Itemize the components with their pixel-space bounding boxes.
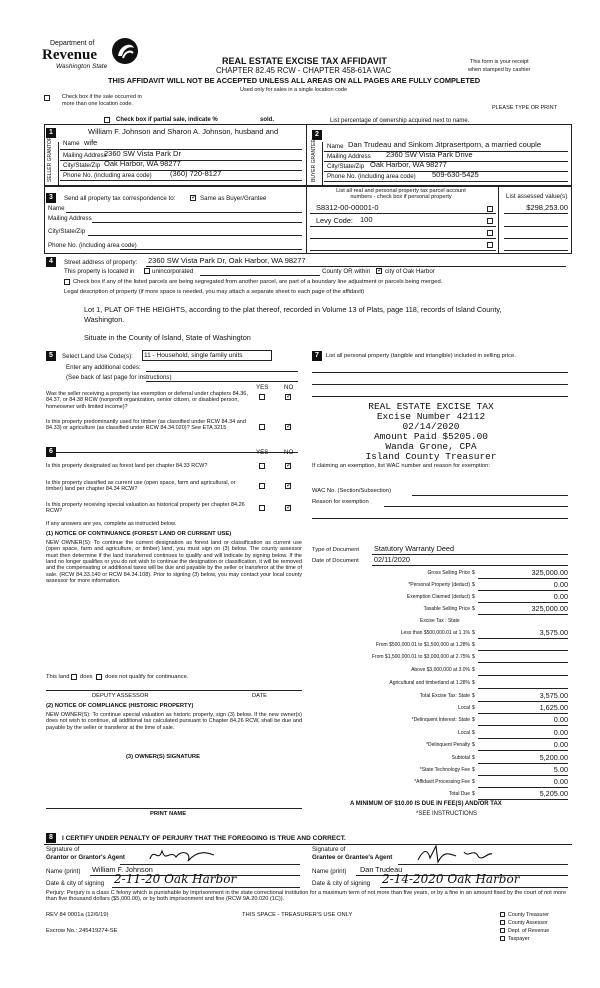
- levy-code[interactable]: 100: [360, 215, 373, 224]
- stamp-line-6: Island County Treasurer: [365, 450, 497, 462]
- s6-q2: Is this property classified as current use (open space, farm and agricultural, or timber) land per chapter 84.34 RCW?: [46, 480, 236, 493]
- stamp-line-3: 02/14/2020: [402, 420, 460, 432]
- grantee-name-label: Name (print): [312, 868, 347, 875]
- section-4-number: 4: [46, 257, 56, 267]
- tax-row-dollar: $: [472, 767, 475, 773]
- s6-q1: Is this property designated as forest land per chapter 84.33 RCW?: [46, 463, 208, 469]
- tax-row-dollar: $: [472, 630, 475, 636]
- seller-city[interactable]: Oak Harbor, WA 98277: [104, 159, 181, 168]
- grantee-sig-label-2: Grantee or Grantee's Agent: [312, 854, 393, 861]
- segregated-checkbox[interactable]: [64, 279, 70, 285]
- grantee-name[interactable]: Dan Trudeau: [360, 865, 403, 874]
- section-5-number: 5: [46, 351, 56, 361]
- tax-row-label: *Affidavit Processing Fee: [414, 779, 470, 785]
- city-of-text: city of Oak Harbor: [385, 268, 435, 275]
- copy-taxpayer: Taxpayer: [508, 936, 530, 942]
- street-label: Street address of property:: [64, 259, 138, 266]
- s5-q1-yes[interactable]: [259, 394, 265, 400]
- seller-phone[interactable]: (360) 720-8127: [170, 169, 222, 178]
- grantor-signature[interactable]: [148, 845, 218, 869]
- s3-address-label: Mailing Address: [48, 215, 92, 222]
- s3-name-label: Name: [48, 205, 65, 212]
- grantor-sig-label-1: Signature of: [46, 846, 80, 853]
- tax-row-dollar: $: [472, 606, 475, 612]
- tax-row-dollar: $: [472, 693, 475, 699]
- doc-date[interactable]: 02/11/2020: [374, 555, 410, 564]
- excise-tax-stamp: [346, 402, 516, 462]
- section-8-number: 8: [46, 833, 56, 843]
- s6-if-yes: If any answers are yes, complete as instructed below.: [46, 521, 177, 527]
- multi-location-text-2: more than one location code.: [62, 101, 133, 107]
- receipt-note-1: This form is your receipt: [470, 59, 529, 65]
- dor-logo: [42, 36, 142, 70]
- tax-row-dollar: $: [472, 594, 475, 600]
- tax-row-value[interactable]: 325,000.00: [531, 604, 568, 613]
- copy-dept-revenue-checkbox[interactable]: [500, 928, 505, 933]
- partial-sale-text: Check box if partial sale, indicate %: [116, 117, 218, 123]
- tax-row-dollar: $: [472, 654, 475, 660]
- does-not-checkbox[interactable]: [96, 674, 102, 680]
- pct-ownership-text: List percentage of ownership acquired next to name.: [330, 118, 470, 124]
- seller-name-label: Name: [63, 140, 80, 147]
- buyer-phone[interactable]: 509-630-5425: [432, 170, 479, 179]
- notice1-text: NEW OWNER(S): To continue the current designation as forest land or classification as current use (open space, farm and agriculture, or timber) land, you must sign on (3) below. The county assessor must then determine if the land transferred continues to qualify and will indicate by signing below. If the land no longer qualifies or you do not wish to continue the designation or classification, it will be removed and the compensating or additional taxes will be due and payable by the seller or transferor at the time of sale. (RCW 84.33.140 or RCW 84.34.108). Prior to signing (3) below, you may contact your local county assessor for more information.: [46, 540, 302, 584]
- parcel-4-pp-checkbox[interactable]: [487, 242, 493, 248]
- tax-row-value[interactable]: 0.00: [553, 715, 568, 724]
- tax-row-value[interactable]: 1,625.00: [539, 703, 568, 712]
- tax-row-value[interactable]: 0.00: [553, 777, 568, 786]
- street-address[interactable]: 2360 SW Vista Park Dr, Oak Harbor, WA 98277: [148, 256, 306, 265]
- seller-side-label: SELLER GRANTOR: [47, 136, 53, 182]
- see-instructions-text: *SEE INSTRUCTIONS: [416, 811, 478, 817]
- legal-desc-line2[interactable]: Washington.: [84, 315, 125, 324]
- receipt-note-2: when stamped by cashier: [468, 67, 531, 73]
- grantee-sig-label-1: Signature of: [312, 846, 346, 853]
- tax-row-dollar: $: [472, 705, 475, 711]
- city-checkbox[interactable]: [376, 268, 382, 274]
- s6-q3: Is this property receiving special valuation as historical property per chapter 84.26 RCW?: [46, 502, 245, 515]
- section-7-number: 7: [312, 351, 322, 361]
- grantee-date-label: Date & city of signing: [312, 880, 371, 887]
- form-note: Used only for sales in a single location code: [240, 87, 348, 93]
- s3-city-label: City/State/Zip: [48, 228, 86, 235]
- tax-row-label: Total Due: [448, 791, 470, 797]
- does-checkbox[interactable]: [71, 674, 77, 680]
- grantee-date[interactable]: 2-14-2020 Oak Harbor: [382, 872, 520, 886]
- s6-q1-no[interactable]: [285, 463, 291, 469]
- tax-row-dollar: $: [472, 680, 475, 686]
- send-correspondence-text: Send all property tax correspondence to:: [64, 195, 176, 202]
- multi-location-text-1: Check box if the sale occurred in: [62, 94, 142, 100]
- tax-row-dollar: $: [472, 582, 475, 588]
- doc-type-label: Type of Document: [312, 547, 360, 553]
- buyer-address[interactable]: 2360 SW Vista Park Drive: [386, 150, 473, 159]
- s5-q2-yes[interactable]: [259, 424, 265, 430]
- s6-q3-no[interactable]: [285, 505, 291, 511]
- buyer-city-label: City/State/Zip: [327, 163, 365, 170]
- treasurer-only-text: THIS SPACE - TREASURER'S USE ONLY: [242, 912, 353, 918]
- section-1-number: 1: [46, 128, 56, 138]
- tax-row-value[interactable]: 5,205.00: [539, 789, 568, 798]
- notice2-text: NEW OWNER(S): To continue special valuation as historic property, sign (3) below. If the new owner(s) does not wish to continue, all additional tax calculated pursuant to Chapter 84.26 RCW, shall be due and payable by the seller or transferor at the time of sale.: [46, 712, 302, 731]
- multi-location-checkbox[interactable]: [44, 95, 50, 101]
- personal-property-label: List all personal property (tangible and intangible) included in selling price.: [326, 353, 516, 359]
- grantor-name[interactable]: William F. Johnson: [92, 865, 153, 874]
- s5-q1: Was the seller receiving a property tax exemption or deferral under chapters 84.36, 84.37, or 84.38 RCW (nonprofit organization, senior citizen, or disabled person, homeowner with limited income)?: [46, 391, 248, 410]
- tax-row-label: *Personal Property (deduct): [408, 582, 470, 588]
- copy-county-assessor-checkbox[interactable]: [500, 920, 505, 925]
- tax-row-label: Subtotal: [451, 755, 470, 761]
- parcel-number[interactable]: S8312-00-00001-0: [316, 203, 379, 212]
- grantor-sig-label-2: Grantor or Grantor's Agent: [46, 854, 125, 861]
- legal-desc-label: Legal description of property (if more space is needed, you may attach a separate sheet to each page of the affidavit): [64, 289, 365, 295]
- grantor-name-label: Name (print): [46, 868, 81, 875]
- copy-county-treasurer: County Treasurer: [508, 912, 549, 918]
- logo-swirl-icon: [110, 36, 140, 66]
- tax-row-value[interactable]: 5.00: [553, 765, 568, 774]
- same-as-buyer-checkbox[interactable]: [190, 195, 196, 201]
- s5-no-header: NO: [284, 384, 294, 391]
- tax-row-dollar: $: [472, 779, 475, 785]
- owner-signature-label: (3) OWNER(S) SIGNATURE: [126, 754, 200, 760]
- tax-row-dollar: $: [472, 742, 475, 748]
- tax-row-value[interactable]: 5,200.00: [539, 753, 568, 762]
- tax-row-label: Less than $500,000.01 at 1.1%: [400, 630, 470, 636]
- tax-row-dollar: $: [472, 570, 475, 576]
- unincorporated-text: unincorporated: [152, 268, 194, 275]
- buyer-city[interactable]: Oak Harbor, WA 98277: [370, 160, 447, 169]
- copy-county-treasurer-checkbox[interactable]: [500, 912, 505, 917]
- tax-row-label: *Delinquent Penalty: [426, 742, 470, 748]
- deputy-assessor-label: DEPUTY ASSESSOR: [92, 693, 149, 699]
- s6-q2-yes[interactable]: [259, 483, 265, 489]
- tax-row-label: *Delinquent Interest: State: [411, 717, 470, 723]
- grantor-date-label: Date & city of signing: [46, 880, 105, 887]
- buyer-name[interactable]: Dan Trudeau and Sinkom Jitprasertporn, a married couple: [348, 140, 542, 149]
- buyer-phone-label: Phone No. (including area code): [327, 173, 416, 180]
- stamp-line-2: Excise Number 42112: [376, 410, 486, 422]
- buyer-name-label: Name: [327, 143, 344, 150]
- tax-row-dollar: $: [472, 667, 475, 673]
- does-not-text: does not qualify for continuance.: [105, 674, 189, 680]
- rev-number: REV 84 0001a (12/6/19): [46, 912, 109, 918]
- perjury-text: Perjury: Perjury is a class C felony which is punishable by imprisonment in the state correctional institution for a maximum term of not more than five years, or by a fine in an amount fixed by the court of not more than five thousand dollars ($5,000.00), or by both imprisonment and fine (RCW 9A.20.020 (1C)).: [46, 890, 567, 903]
- see-back-text: (See back of last page for instructions): [66, 374, 172, 381]
- land-use-label: Select Land Use Code(s):: [62, 353, 133, 360]
- s6-q3-yes[interactable]: [259, 505, 265, 511]
- section-2-number: 2: [312, 130, 322, 140]
- form-title: REAL ESTATE EXCISE TAX AFFIDAVIT: [222, 56, 387, 66]
- sold-text: sold.: [260, 117, 275, 123]
- tax-row-dollar: $: [472, 717, 475, 723]
- tax-row-label: Local: [458, 705, 470, 711]
- s5-yes-header: YES: [256, 384, 269, 391]
- seller-address-label: Mailing Address: [63, 152, 107, 159]
- land-qualify-text: This land: [46, 674, 70, 680]
- section-3-number: 3: [46, 193, 56, 203]
- tax-row-label: Local: [458, 730, 470, 736]
- same-as-buyer-text: Same as Buyer/Grantee: [200, 195, 267, 202]
- tax-row-label: *State Technology Fee: [419, 767, 470, 773]
- seller-name-line2[interactable]: wife: [84, 138, 98, 147]
- logo-state-text: Washington State: [56, 63, 108, 70]
- stamp-line-1: REAL ESTATE EXCISE TAX: [368, 401, 494, 412]
- form-subtitle: CHAPTER 82.45 RCW - CHAPTER 458-61A WAC: [216, 66, 392, 75]
- certify-text: I CERTIFY UNDER PENALTY OF PERJURY THAT THE FOREGOING IS TRUE AND CORRECT.: [62, 835, 346, 842]
- tax-row-label: From $1,500,000.01 to $3,000,000 at 2.75%: [371, 654, 470, 660]
- unincorporated-checkbox[interactable]: [144, 268, 150, 274]
- escrow-number: Escrow No.: 245419274-SE: [46, 928, 118, 934]
- wac-label: WAC No. (Section/Subsection): [312, 488, 392, 494]
- section-6-number: 6: [46, 447, 56, 457]
- tax-row-label: From $500,000.01 to $1,500,000 at 1.28%: [376, 642, 470, 648]
- tax-row-value[interactable]: 0.00: [553, 580, 568, 589]
- legal-desc-line1[interactable]: Lot 1, PLAT OF THE HEIGHTS, according to the plat thereof, recorded in Volume 13 of Plats, page 118, records of Island County,: [84, 305, 502, 314]
- doc-type[interactable]: Statutory Warranty Deed: [374, 544, 455, 553]
- please-type-text: PLEASE TYPE OR PRINT: [492, 105, 558, 111]
- assessed-header: List assessed value(s): [506, 193, 568, 200]
- tax-row-label: Above $3,000,000 at 3.0%: [411, 667, 470, 673]
- located-in-text: This property is located in: [64, 268, 135, 275]
- seller-name-line1[interactable]: William F. Johnson and Sharon A. Johnson, husband and: [88, 127, 279, 136]
- county-or-within-text: County OR within: [322, 268, 371, 275]
- copy-taxpayer-checkbox[interactable]: [500, 936, 505, 941]
- print-name-label: PRINT NAME: [150, 811, 187, 817]
- tax-row-value[interactable]: 0.00: [553, 740, 568, 749]
- s6-no-header: NO: [284, 449, 294, 456]
- s5-q2: Is this property predominantly used for timber (as classified under RCW 84.34 and 84.33) or agriculture (as classified under RCW 84.34.020)? See ETA 3215: [46, 419, 246, 432]
- reason-label: Reason for exemption: [312, 499, 369, 505]
- parcel-2-pp-checkbox[interactable]: [487, 218, 493, 224]
- s6-q1-yes[interactable]: [259, 463, 265, 469]
- tax-row-dollar: $: [472, 642, 475, 648]
- tax-row-value[interactable]: 0.00: [553, 592, 568, 601]
- copy-dept-revenue: Dept. of Revenue: [508, 928, 550, 934]
- buyer-side-label: BUYER GRANTEE: [311, 139, 317, 182]
- grantee-signature-icon: [416, 844, 496, 864]
- tax-row-dollar: $: [472, 730, 475, 736]
- seller-city-label: City/State/Zip: [63, 162, 101, 169]
- stamp-line-4: Amount Paid $5205.00: [373, 430, 489, 442]
- tax-row-value[interactable]: 3,575.00: [539, 628, 568, 637]
- logo-revenue-text: Revenue: [42, 47, 97, 63]
- copy-county-assessor: County Assessor: [508, 920, 548, 926]
- tax-row-label: Total Excise Tax: State: [419, 693, 470, 699]
- does-text: does: [80, 674, 93, 680]
- segregated-text: Check box if any of the listed parcels are being segregated from another parcel, are part of a boundary line adjustment or parcels being merged.: [73, 279, 443, 285]
- legal-desc-line3[interactable]: Situate in the County of Island, State of Washington: [84, 333, 251, 342]
- date-label: DATE: [252, 693, 268, 699]
- seller-address[interactable]: 2360 SW Vista Park Dr: [104, 149, 181, 158]
- notice2-title: (2) NOTICE OF COMPLIANCE (HISTORIC PROPERTY): [46, 703, 194, 709]
- notice1-title: (1) NOTICE OF CONTINUANCE (FOREST LAND OR CURRENT USE): [46, 531, 232, 537]
- tax-row-dollar: $: [472, 791, 475, 797]
- land-use-value: 11 - Household, single family units: [144, 352, 243, 359]
- stamp-line-5: Wanda Grone, CPA: [385, 440, 477, 452]
- tax-row-label: Taxable Selling Price: [423, 606, 470, 612]
- parcel-3-pp-checkbox[interactable]: [487, 230, 493, 236]
- tax-row-value[interactable]: 325,000.00: [531, 568, 568, 577]
- tax-row-dollar: $: [472, 755, 475, 761]
- tax-row-value[interactable]: 3,575.00: [539, 691, 568, 700]
- exemption-label: If claiming an exemption, list WAC number and reason for exemption:: [312, 463, 490, 469]
- partial-sale-checkbox[interactable]: [104, 117, 110, 123]
- s6-yes-header: YES: [256, 449, 269, 456]
- s6-q2-no[interactable]: [285, 483, 291, 489]
- doc-date-label: Date of Document: [312, 558, 359, 564]
- buyer-address-label: Mailing Address: [327, 153, 371, 160]
- tax-row-value[interactable]: 0.00: [553, 728, 568, 737]
- grantor-date[interactable]: 2-11-20 Oak Harbor: [114, 872, 237, 886]
- s5-q1-no[interactable]: [285, 394, 291, 400]
- additional-codes-label: Enter any additional codes:: [66, 364, 141, 371]
- s3-phone-label: Phone No. (including area code): [48, 242, 137, 249]
- tax-row-label: Excise Tax : State: [420, 618, 460, 624]
- minimum-fee-text: A MINIMUM OF $10.00 IS DUE IN FEE(S) AND/OR TAX: [350, 801, 502, 807]
- parcel-1-pp-checkbox[interactable]: [487, 206, 493, 212]
- assessed-value[interactable]: $298,253.00: [526, 203, 568, 212]
- tax-row-label: Gross Selling Price: [427, 570, 470, 576]
- parcel-header: List all real and personal property tax parcel account numbers - check box if personal property: [336, 188, 466, 201]
- tax-row-label: Agricultural and timberland at 1.28%: [389, 680, 470, 686]
- seller-phone-label: Phone No. (including area code): [63, 172, 152, 179]
- grantor-signature-icon: [148, 845, 218, 865]
- logo-dept-text: Department of: [50, 40, 95, 47]
- levy-code-label: Levy Code:: [316, 216, 353, 225]
- s5-q2-no[interactable]: [285, 424, 291, 430]
- form-warning: THIS AFFIDAVIT WILL NOT BE ACCEPTED UNLESS ALL AREAS ON ALL PAGES ARE FULLY COMPLETED: [108, 76, 481, 85]
- tax-row-label: Exemption Claimed (deduct): [406, 594, 470, 600]
